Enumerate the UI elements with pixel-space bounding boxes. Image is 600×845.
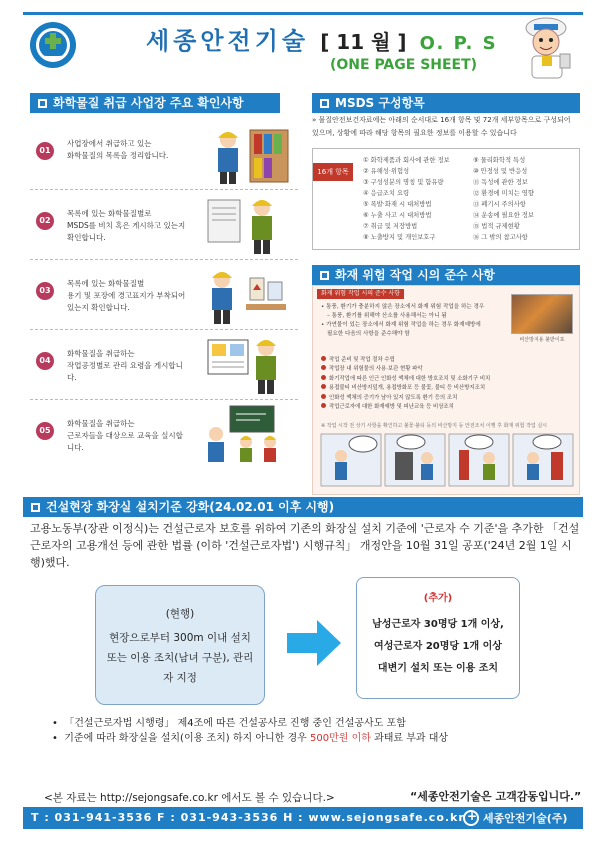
red-dot-icon [321,365,326,370]
toilet-heading: 건설현장 화장실 설치기준 강화(24.02.01 이후 시행) [23,497,583,517]
step-number: 04 [36,352,54,370]
checklist-item [30,190,298,260]
fire-photo-caption: 비산방지용 불받이포 [519,337,565,343]
worker-containers-icon [200,264,292,326]
msds-count-tag: 16개 항목 [313,163,353,181]
fire-step: 인화성 액체의 증기가 남아 있지 않도록 환기 등의 조치 [321,394,571,403]
checklist-item [30,260,298,330]
fire-safety-illustration-icon [319,432,575,488]
checklist-heading: 화학물질 취급 사업장 주요 확인사항 [30,93,280,113]
red-dot-icon [321,384,326,389]
right-arrow-icon [287,620,341,666]
red-dot-icon [321,375,326,380]
step-text: 목록에 있는 화학물질별 용기 및 포장에 경고표지가 부착되어 있는지 확인합니다. [67,279,186,312]
msds-item-table [312,148,580,250]
added-rule-line: 대변기 설치 또는 이용 조치 [377,663,499,674]
step-number: 02 [36,212,54,230]
page-subtitle: (ONE PAGE SHEET) [330,57,478,73]
fire-bullet: 필요한 다음의 사항을 준수해야 함 [327,331,410,337]
title-company: 세종안전기술 [146,27,310,55]
footer-logo-icon [463,810,479,826]
fire-step: 작업근로자에 대한 화재예방 및 피난교육 등 비상조치 [321,403,571,412]
msds-column-1: ① 화학제품과 회사에 관한 정보 ② 유해성·위험성 ③ 구성성분의 명칭 및 함유량 ④ 응급조치 요령 ⑤ 폭발·화재 시 대처방법 ⑥ 누출 사고 시 대처방법 ⑦ 취급 및 저장방법 ⑧ 노출방지 및 개인보호구 [363,157,450,241]
checklist-item [30,400,298,470]
footer-bar [23,807,583,829]
square-bullet-icon [38,99,47,108]
reference-link-text: <본 자료는 http://sejongsafe.co.kr 에서도 볼 수 있습니다.> [44,792,335,804]
top-rule [23,12,583,15]
footer-contact: T : 031-941-3536 F : 031-943-3536 H : www.sejongsafe.co.kr [31,811,465,824]
added-rule-line: 남성근로자 30명당 1개 이상, [372,619,504,630]
fire-step: 작업장 내 위험물의 사용·보관 현황 파악 [321,365,571,374]
square-bullet-icon [31,503,40,512]
square-bullet-icon [320,99,329,108]
step-text: 화학물질을 취급하는 작업공정별로 관리 요령을 게시합니다. [67,349,183,382]
step-text: 화학물질을 취급하는 근로자들을 대상으로 교육을 실시합니다. [67,419,183,452]
worker-notice-board-icon [200,334,292,396]
red-dot-icon [321,394,326,399]
fire-steps-list [321,356,571,412]
footer-brand: 세종안전기술(주) [483,812,568,825]
fire-step: 용접불티 비산방지덮개, 용접방화포 등 불꽃, 불티 등 비산방지조치 [321,384,571,393]
square-bullet-icon [320,271,329,280]
checklist-item [30,330,298,400]
fire-bullet: – 통풍, 환기를 위해야 산소를 사용해서는 아니 됨 [327,313,447,319]
fire-step: 화기작업에 따른 인근 인화성 액체에 대한 방호조치 및 소화기구 비치 [321,375,571,384]
msds-column-2: ⑨ 물리화학적 특성 ⑩ 안정성 및 반응성 ⑪ 독성에 관한 정보 ⑫ 환경에 미치는 영향 ⑬ 폐기시 주의사항 ⑭ 운송에 필요한 정보 ⑮ 법적 규제현황 ⑯ 그 밖의 참고사항 [473,157,534,241]
fire-panel [312,285,580,495]
step-text: 사업장에서 취급하고 있는 화학물질의 목록을 정리합니다. [67,139,169,160]
msds-intro: » 물질안전보건자료에는 아래의 순서대로 16개 항목 및 72개 세부항목으로 구성되어 있으며, 상황에 따라 해당 항목의 필요한 정보를 이용할 수 있습니다 [312,116,571,137]
step-number: 05 [36,422,54,440]
msds-heading: MSDS 구성항목 [312,93,580,113]
current-rule-box [95,585,265,705]
training-classroom-icon [200,404,292,466]
fire-bullet: • 가연물이 있는 장소에서 화재 위험 작업을 하는 경우 화재예방에 [321,322,481,328]
worker-bookshelf-icon [200,124,292,186]
step-number: 03 [36,282,54,300]
step-text: 목록에 있는 화학물질별로 MSDS를 비치 혹은 게시하고 있는지 확인합니다. [67,209,186,242]
red-dot-icon [321,403,326,408]
toilet-bullet-2: • 기준에 따라 화장실을 설치(이용 조치) 하지 아니한 경우 500만원 이하 과태료 부과 대상 [52,733,449,744]
fine-amount: 500만원 이하 [310,733,371,744]
checklist-item [30,120,298,190]
added-rule-box [356,577,520,699]
current-rule-text: 현장으로부터 300m 이내 설치 또는 이용 조치(남녀 구분), 관리자 지정 [106,632,254,684]
company-logo-icon [30,22,76,68]
red-dot-icon [321,356,326,361]
toilet-bullet-1: • 「건설근로자법 시행령」 제4조에 따른 건설공사로 진행 중인 건설공사도 포함 [52,718,406,729]
fire-heading: 화재 위험 작업 시의 준수 사항 [312,265,580,285]
fire-bullet: • 통풍, 환기가 충분하지 않은 장소에서 화재 위험 작업을 하는 경우 [321,304,485,310]
toilet-body-text: 고용노동부(장관 이정식)는 건설근로자 보호를 위하여 기존의 화장실 설치 기준에 '근로자 수 기준'을 추가한 「건설근로자의 고용개선 등에 관한 법률 (이하 '건설근로자법') 시행규칙」 개정안을 10월 31일 공포('24년 2월 1일 시행)했다. [30,522,580,569]
page-title [146,21,498,55]
added-rule-label: (추가) [423,593,453,604]
title-ops: O. P. S [419,33,498,54]
added-rule-line: 여성근로자 20명당 1개 이상 [374,641,502,652]
fire-step: 작업 준비 및 작업 절차 수립 [321,356,571,365]
current-rule-label: (현행) [165,608,195,620]
title-month: [ 11 월 ] [320,30,407,54]
fire-note: ※ 작업 시작 전 상기 사항을 확인하고 불꽃·불티 등의 비산방지 등 안전조치 이행 후 화재 위험 작업 실시 [321,423,548,429]
fire-subheading: 화재 위험 작업 시의 준수 사항 [317,289,404,299]
safety-mascot-icon [516,14,578,80]
slogan-text: “세종안전기술은 고객감동입니다.” [410,790,582,803]
toilet-bullets [52,716,448,746]
worker-document-board-icon [200,194,292,256]
fire-blanket-photo [511,294,573,334]
step-number: 01 [36,142,54,160]
